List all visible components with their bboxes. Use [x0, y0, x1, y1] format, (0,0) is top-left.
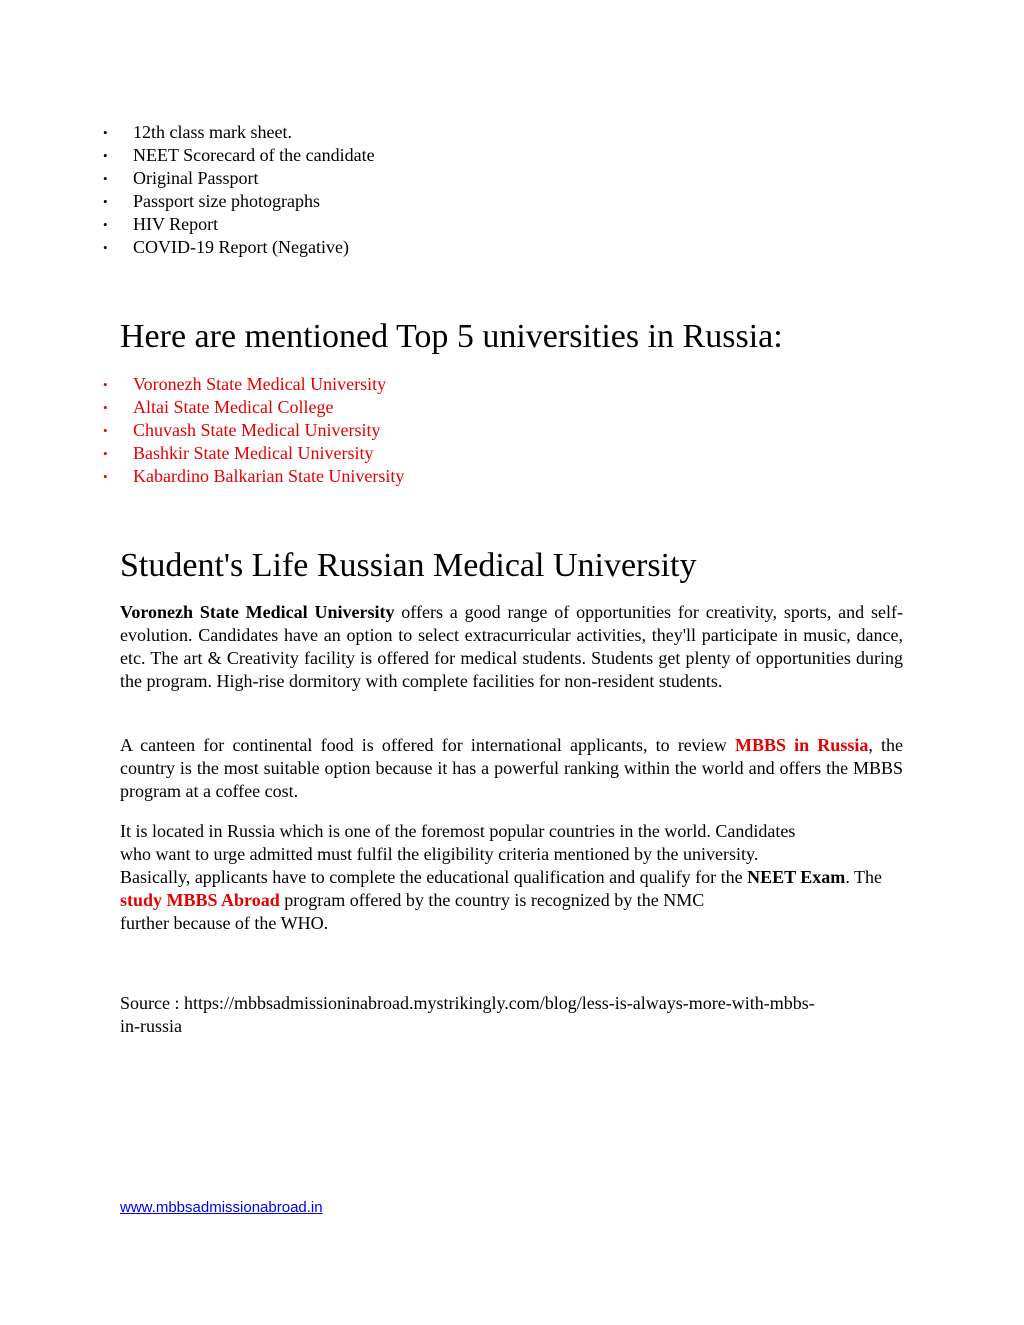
list-item: • 12th class mark sheet. [103, 122, 292, 142]
location-paragraph: It is located in Russia which is one of the foremost popular countries in the world. Candidates who want to urge admitted must fulfil the eligibility criteria mentioned by the university. Basically, applicants have to complete the educational qualification and qualify for the NEET Exam. The study MBBS Abroad program offered by the country is recognized by the NMC further because of the WHO. [120, 821, 882, 933]
bullet-icon: • [103, 217, 108, 232]
university-link[interactable]: • Kabardino Balkarian State University [103, 466, 405, 486]
required-documents-list [103, 121, 903, 259]
bullet-icon: • [103, 125, 108, 140]
student-life-paragraph: Voronezh State Medical University offers a good range of opportunities for creativity, sports, and self-evolution. Candidates have an option to select extracurricular activities, they'll participate in music, dance, etc. The art & Creativity facility is offered for medical students. Students get plenty of opportunities during the program. High-rise dormitory with complete facilities for non-resident students. [120, 602, 903, 691]
canteen-paragraph: A canteen for continental food is offered for international applicants, to review MBBS in Russia, the country is the most suitable option because it has a powerful ranking within the world and offers the MBBS program at a coffee cost. [120, 735, 903, 801]
list-item: • HIV Report [103, 214, 219, 234]
neet-exam-bold: NEET Exam [747, 867, 846, 887]
bullet-icon: • [103, 377, 108, 392]
university-name-bold: Voronezh State Medical University [120, 602, 395, 622]
bullet-icon: • [103, 194, 108, 209]
university-link[interactable]: • Bashkir State Medical University [103, 443, 374, 463]
student-life-heading: Student's Life Russian Medical University [120, 547, 697, 584]
bullet-icon: • [103, 400, 108, 415]
top-universities-heading: Here are mentioned Top 5 universities in Russia: [120, 318, 783, 355]
list-item: • NEET Scorecard of the candidate [103, 145, 375, 165]
bullet-icon: • [103, 240, 108, 255]
footer-website-link[interactable]: www.mbbsadmissionabroad.in [120, 1199, 323, 1216]
bullet-icon: • [103, 469, 108, 484]
bullet-icon: • [103, 148, 108, 163]
study-mbbs-abroad-link[interactable]: study MBBS Abroad [120, 890, 280, 910]
list-item: • COVID-19 Report (Negative) [103, 237, 349, 257]
university-link[interactable]: • Chuvash State Medical University [103, 420, 381, 440]
list-item: • Passport size photographs [103, 191, 320, 211]
bullet-icon: • [103, 423, 108, 438]
bullet-icon: • [103, 171, 108, 186]
university-link[interactable]: • Altai State Medical College [103, 397, 334, 417]
list-item: • Original Passport [103, 168, 259, 188]
university-link[interactable]: • Voronezh State Medical University [103, 374, 387, 394]
source-url-continued: in-russia [120, 1016, 182, 1036]
source-line [120, 992, 903, 1038]
top-universities-list [103, 373, 903, 488]
bullet-icon: • [103, 446, 108, 461]
source-url: https://mbbsadmissioninabroad.mystrikingly.com/blog/less-is-always-more-with-mbbs- [183, 993, 815, 1013]
source-label: Source : [120, 993, 184, 1013]
mbbs-in-russia-link[interactable]: MBBS in Russia [734, 735, 869, 755]
